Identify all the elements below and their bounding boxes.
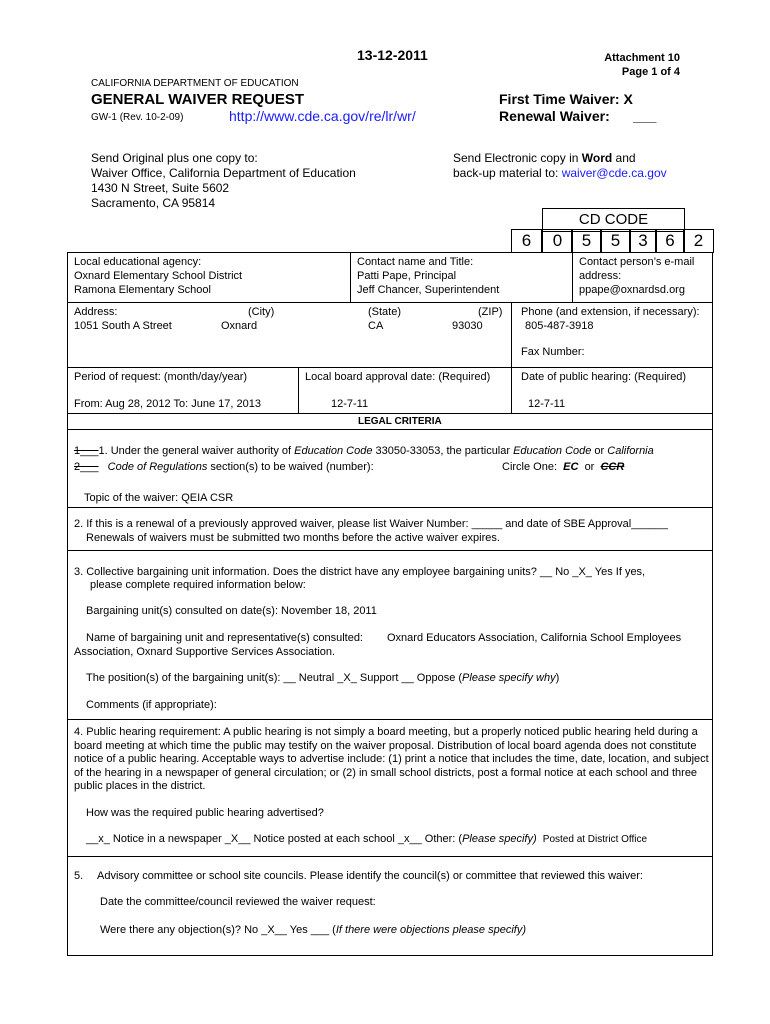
fax-label: Fax Number:: [521, 346, 585, 358]
q3-position-b: Please specify why: [462, 672, 556, 684]
circle-one: [502, 461, 624, 473]
board-approval-label: Local board approval date: (Required): [305, 371, 491, 383]
q2-line-2: Renewals of waivers must be submitted two months before the active waiver expires.: [86, 532, 500, 544]
department-name: CALIFORNIA DEPARTMENT OF EDUCATION: [91, 78, 299, 89]
q1-line-2: [74, 461, 374, 473]
city-label: (City): [248, 306, 275, 318]
contact-name-2: Jeff Chancer, Superintendent: [357, 284, 500, 296]
table-rule: [67, 252, 713, 253]
table-rule: [298, 367, 299, 413]
hearing-date-value: 12-7-11: [528, 398, 566, 410]
form-id: GW-1 (Rev. 10-2-09): [91, 112, 184, 123]
first-time-waiver: First Time Waiver: X: [499, 91, 633, 107]
cd-code-digit: 5: [600, 229, 631, 253]
state-value: CA: [368, 320, 384, 332]
table-rule: [511, 302, 512, 413]
q1-line2-a: Code of Regulations: [107, 461, 208, 473]
contact-name-1: Patti Pape, Principal: [357, 270, 457, 282]
q3-comments: Comments (if appropriate):: [86, 699, 217, 711]
q4-options-a: __x_ Notice in a newspaper _X__ Notice posted at each school _x__ Other: (: [86, 833, 463, 845]
state-label: (State): [368, 306, 402, 318]
agency-label: Local educational agency:: [74, 256, 202, 268]
circle-or: or: [584, 461, 595, 473]
table-rule: [67, 429, 713, 430]
table-rule: [67, 550, 713, 551]
table-rule: [67, 367, 713, 368]
q4-text: 4. Public hearing requirement: A public hearing is not simply a board meeting, but a properly noticed public hearing held during a board meeting at which time the public may testify on the waiver proposal. Distribution of local board agenda does not constitute notice of a public hearing. Acceptable ways to advertise include: (1) print a notice that includes the time, date, location, and subject of the hearing in a newspaper of general circulation; or (2) in small school districts, post a formal notice at each school and three public places in the district.: [74, 726, 709, 792]
q3-position: [86, 672, 559, 684]
q5-objections-b: If there were objections please specify): [335, 924, 526, 936]
zip-label: (ZIP): [478, 306, 503, 318]
cd-code-digit: 6: [511, 229, 542, 253]
period-value: From: Aug 28, 2012 To: June 17, 2013: [74, 398, 261, 410]
q1-text-f: California: [607, 445, 654, 457]
contact-label: Contact name and Title:: [357, 256, 474, 268]
q5-date: Date the committee/council reviewed the waiver request:: [100, 896, 376, 908]
q1-text-c: 33050-33053, the particular: [372, 445, 514, 457]
address-label: Address:: [74, 306, 118, 318]
q5-text: Advisory committee or school site councils. Please identify the council(s) or committee that reviewed this waiver:: [97, 870, 643, 882]
q1-text-b: Education Code: [294, 445, 373, 457]
send-electronic-line: [453, 151, 636, 165]
q1-text-e: or: [591, 445, 608, 457]
q3-line-2: please complete required information below:: [90, 579, 306, 591]
q3-position-c: ): [555, 672, 560, 684]
table-rule: [67, 413, 713, 414]
table-rule: [572, 252, 573, 302]
table-rule: [67, 507, 713, 508]
table-rule: [67, 955, 713, 956]
waiver-topic: Topic of the waiver: QEIA CSR: [84, 492, 234, 504]
renewal-waiver-value: ___: [633, 108, 657, 124]
contact-email: ppape@oxnardsd.org: [579, 284, 685, 296]
address-value: 1051 South A Street: [74, 320, 172, 332]
waiver-email-link[interactable]: waiver@cde.ca.gov: [561, 166, 667, 180]
q1-blank-2: ___: [80, 461, 99, 473]
q3-dates: Bargaining unit(s) consulted on date(s): November 18, 2011: [86, 605, 377, 617]
phone-label: Phone (and extension, if necessary):: [521, 306, 700, 318]
send-electronic-word: Word: [581, 151, 613, 165]
board-approval-date: 12-7-11: [331, 398, 369, 410]
table-rule: [67, 719, 713, 720]
renewal-waiver-label: Renewal Waiver:: [499, 108, 610, 124]
table-rule: [350, 252, 351, 302]
send-electronic-prefix: Send Electronic copy in: [453, 151, 582, 165]
q3-names-line-2: Association, Oxnard Supportive Services Association.: [74, 646, 336, 658]
q4-options-b: Please specify): [462, 833, 537, 845]
q1-line2-b: section(s) to be waived (number):: [207, 461, 374, 473]
q4-options: [86, 833, 647, 845]
page-number: Page 1 of 4: [621, 66, 680, 78]
city-value: Oxnard: [221, 320, 258, 332]
form-title: GENERAL WAIVER REQUEST: [91, 91, 305, 108]
q3-position-a: The position(s) of the bargaining unit(s): __ Neutral _X_ Support __ Oppose (: [86, 672, 463, 684]
table-rule: [67, 302, 713, 303]
circle-one-label: Circle One:: [502, 461, 558, 473]
q3-names-value: Oxnard Educators Association, California School Employees: [387, 632, 682, 644]
legal-criteria-heading: LEGAL CRITERIA: [358, 416, 442, 427]
email-label-2: address:: [579, 270, 622, 282]
q2-line-1: 2. If this is a renewal of a previously approved waiver, please list Waiver Number: _____ and date of SBE Approval______: [74, 518, 668, 530]
circle-ccr: CCR: [600, 461, 625, 473]
period-label: Period of request: (month/day/year): [74, 371, 248, 383]
cd-code-digit: 3: [629, 229, 657, 253]
q4-other-value: Posted at District Office: [542, 834, 648, 845]
hearing-date-label: Date of public hearing: (Required): [521, 371, 687, 383]
q1-number-2: 2: [74, 461, 81, 473]
district-name: Oxnard Elementary School District: [74, 270, 243, 282]
q3-names-label: Name of bargaining unit and representative(s) consulted:: [86, 632, 363, 644]
send-original-line-2: Waiver Office, California Department of Education: [91, 166, 356, 180]
q1-blank: ___: [80, 445, 99, 457]
send-original-line-3: 1430 N Street, Suite 5602: [91, 181, 230, 195]
cd-code-digit: 0: [542, 229, 573, 253]
table-rule: [712, 252, 713, 956]
table-rule: [67, 252, 68, 956]
phone-value: 805-487-3918: [525, 320, 594, 332]
email-label: Contact person’s e-mail: [579, 256, 695, 268]
school-name: Ramona Elementary School: [74, 284, 211, 296]
q5-objections: [100, 924, 526, 936]
q4-how: How was the required public hearing advertised?: [86, 807, 324, 819]
circle-ec: EC: [563, 461, 579, 473]
waiver-url-link[interactable]: http://www.cde.ca.gov/re/lr/wr/: [229, 108, 416, 124]
q5-number: 5.: [74, 870, 84, 882]
backup-prefix: back-up material to:: [453, 166, 562, 180]
cd-code-digit: 6: [655, 229, 685, 253]
cd-code-label: CD CODE: [542, 208, 685, 232]
q1-line-1: [74, 445, 654, 457]
send-electronic-suffix: and: [612, 151, 636, 165]
send-original-line-4: Sacramento, CA 95814: [91, 196, 216, 210]
document-date: 13-12-2011: [357, 47, 428, 63]
q3-line-1: 3. Collective bargaining unit information. Does the district have any employee bargaining units? __ No _X_ Yes If yes,: [74, 566, 646, 578]
backup-material-line: [453, 166, 667, 180]
q5-objections-a: Were there any objection(s)? No _X__ Yes ___ (: [100, 924, 336, 936]
q1-text-a: 1. Under the general waiver authority of: [98, 445, 295, 457]
send-original-line-1: Send Original plus one copy to:: [91, 151, 258, 165]
table-rule: [67, 856, 713, 857]
q1-number: 1: [74, 445, 81, 457]
zip-value: 93030: [452, 320, 483, 332]
cd-code-digit: 5: [571, 229, 602, 253]
cd-code-digit: 2: [683, 229, 714, 253]
attachment-label: Attachment 10: [604, 52, 680, 64]
q1-text-d: Education Code: [513, 445, 592, 457]
